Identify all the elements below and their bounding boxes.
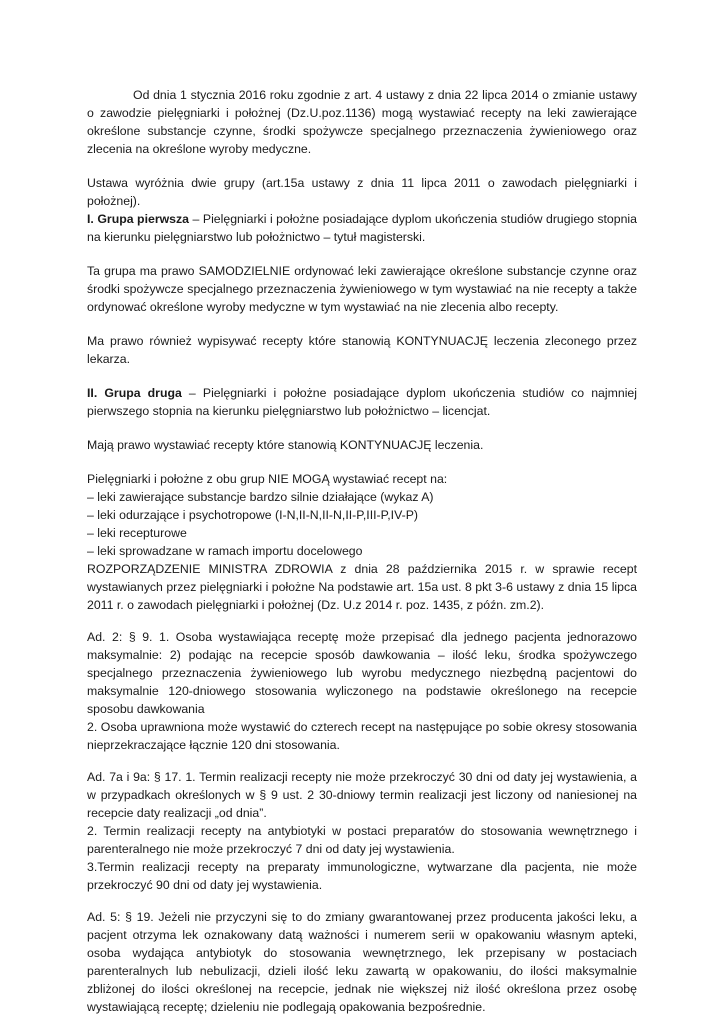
ad7-point-2: 2. Termin realizacji recepty na antybiotyki w postaci preparatów do stosowania wewnętrznego i parenteralnego nie może przekroczyć 7 dni od daty jej wystawienia. (87, 824, 637, 856)
groups-intro-paragraph: Ustawa wyróżnia dwie grupy (art.15a ustawy z dnia 11 lipca 2011 o zawodach pielęgniarki i położnej). (87, 176, 637, 208)
cannot-item: – leki odurzające i psychotropowe (I-N,II-N,II-N,II-P,III-P,IV-P) (87, 508, 418, 522)
group-one-label: I. Grupa pierwsza (87, 212, 190, 226)
group-two-text: – Pielęgniarki i położne posiadające dyplom ukończenia studiów co najmniej pierwszego stopnia na kierunku pielęgniarstwo lub położnictwo – licencjat. (87, 386, 637, 418)
cannot-item: – leki recepturowe (87, 526, 187, 540)
cannot-item: – leki sprowadzane w ramach importu docelowego (87, 544, 363, 558)
group-one-paragraph (87, 210, 637, 246)
ad5-paragraph: Ad. 5: § 19. Jeżeli nie przyczyni się to do zmiany gwarantowanej przez producenta jakości leku, a pacjent otrzyma lek oznakowany datą ważności i numerem serii w opakowaniu własnym apteki, osoba wydająca antybiotyk do stosowania wewnętrznego, lek przepisany w postaciach parenteralnych lub nebulizacji, dzieli ilość leku zawartą w opakowaniu, do ilości maksymalnie zbliżonej do ilości określonej na recepcie, jednak nie większej niż ilość określona przez osobę wystawiającą receptę; dzieleniu nie podlegają opakowania bezpośrednie. (87, 910, 637, 1014)
ad2-point-2: 2. Osoba uprawniona może wystawić do czterech recept na następujące po sobie okresy stosowania nieprzekraczające łącznie 120 dni stosowania. (87, 720, 637, 752)
group-one-text: – Pielęgniarki i położne posiadające dyplom ukończenia studiów drugiego stopnia na kierunku pielęgniarstwo lub położnictwo – tytuł magisterski. (87, 212, 637, 244)
group-two-label: II. Grupa druga (87, 386, 182, 400)
group-two-paragraph (87, 384, 637, 420)
group-one-continuation-paragraph: Ma prawo również wypisywać recepty które stanowią KONTYNUACJĘ leczenia zleconego przez lekarza. (87, 334, 637, 366)
group-one-rights-paragraph: Ta grupa ma prawo SAMODZIELNIE ordynować leki zawierające określone substancje czynne oraz środki spożywcze specjalnego przeznaczenia żywieniowego w tym wystawiać na nie recepty a także ordynować określone wyroby medyczne w tym wystawiać na nie zlecenia albo recepty. (87, 264, 637, 314)
ad7-point-3: 3.Termin realizacji recepty na preparaty immunologiczne, wytwarzane dla pacjenta, nie może przekroczyć 90 dni od daty jej wystawienia. (87, 860, 637, 892)
regulation-paragraph: ROZPORZĄDZENIE MINISTRA ZDROWIA z dnia 28 października 2015 r. w sprawie recept wystawianych przez pielęgniarki i położne Na podstawie art. 15a ust. 8 pkt 3-6 ustawy z dnia 15 lipca 2011 r. o zawodach pielęgniarki i położnej (Dz. U.z 2014 r. poz. 1435, z późn. zm.2). (87, 562, 637, 612)
cannot-prescribe-intro: Pielęgniarki i położne z obu grup NIE MOGĄ wystawiać recept na: (87, 472, 448, 486)
group-two-rights-paragraph: Mają prawo wystawiać recepty które stanowią KONTYNUACJĘ leczenia. (87, 438, 484, 452)
ad2-paragraph: Ad. 2: § 9. 1. Osoba wystawiająca receptę może przepisać dla jednego pacjenta jednorazowo maksymalnie: 2) podając na recepcie sposób dawkowania – ilość leku, środka spożywczego specjalnego przeznaczenia żywieniowego lub wyrobu medycznego niezbędną pacjentowi do maksymalnie 120-dniowego stosowania wyliczonego na podstawie określonego na recepcie sposobu dawkowania (87, 630, 637, 716)
document-page (87, 86, 637, 1016)
ad7-paragraph: Ad. 7a i 9a: § 17. 1. Termin realizacji recepty nie może przekroczyć 30 dni od daty jej wystawienia, a w przypadkach określonych w § 9 ust. 2 30-dniowy termin realizacji jest liczony od naniesionej na recepcie daty realizacji „od dnia”. (87, 770, 637, 820)
cannot-item: – leki zawierające substancje bardzo silnie działające (wykaz A) (87, 490, 434, 504)
intro-paragraph: Od dnia 1 stycznia 2016 roku zgodnie z art. 4 ustawy z dnia 22 lipca 2014 o zmianie ustawy o zawodzie pielęgniarki i położnej (Dz.U.poz.1136) mogą wystawiać recepty na leki zawierające określone substancje czynne, środki spożywcze specjalnego przeznaczenia żywieniowego oraz zlecenia na określone wyroby medyczne. (87, 88, 637, 156)
